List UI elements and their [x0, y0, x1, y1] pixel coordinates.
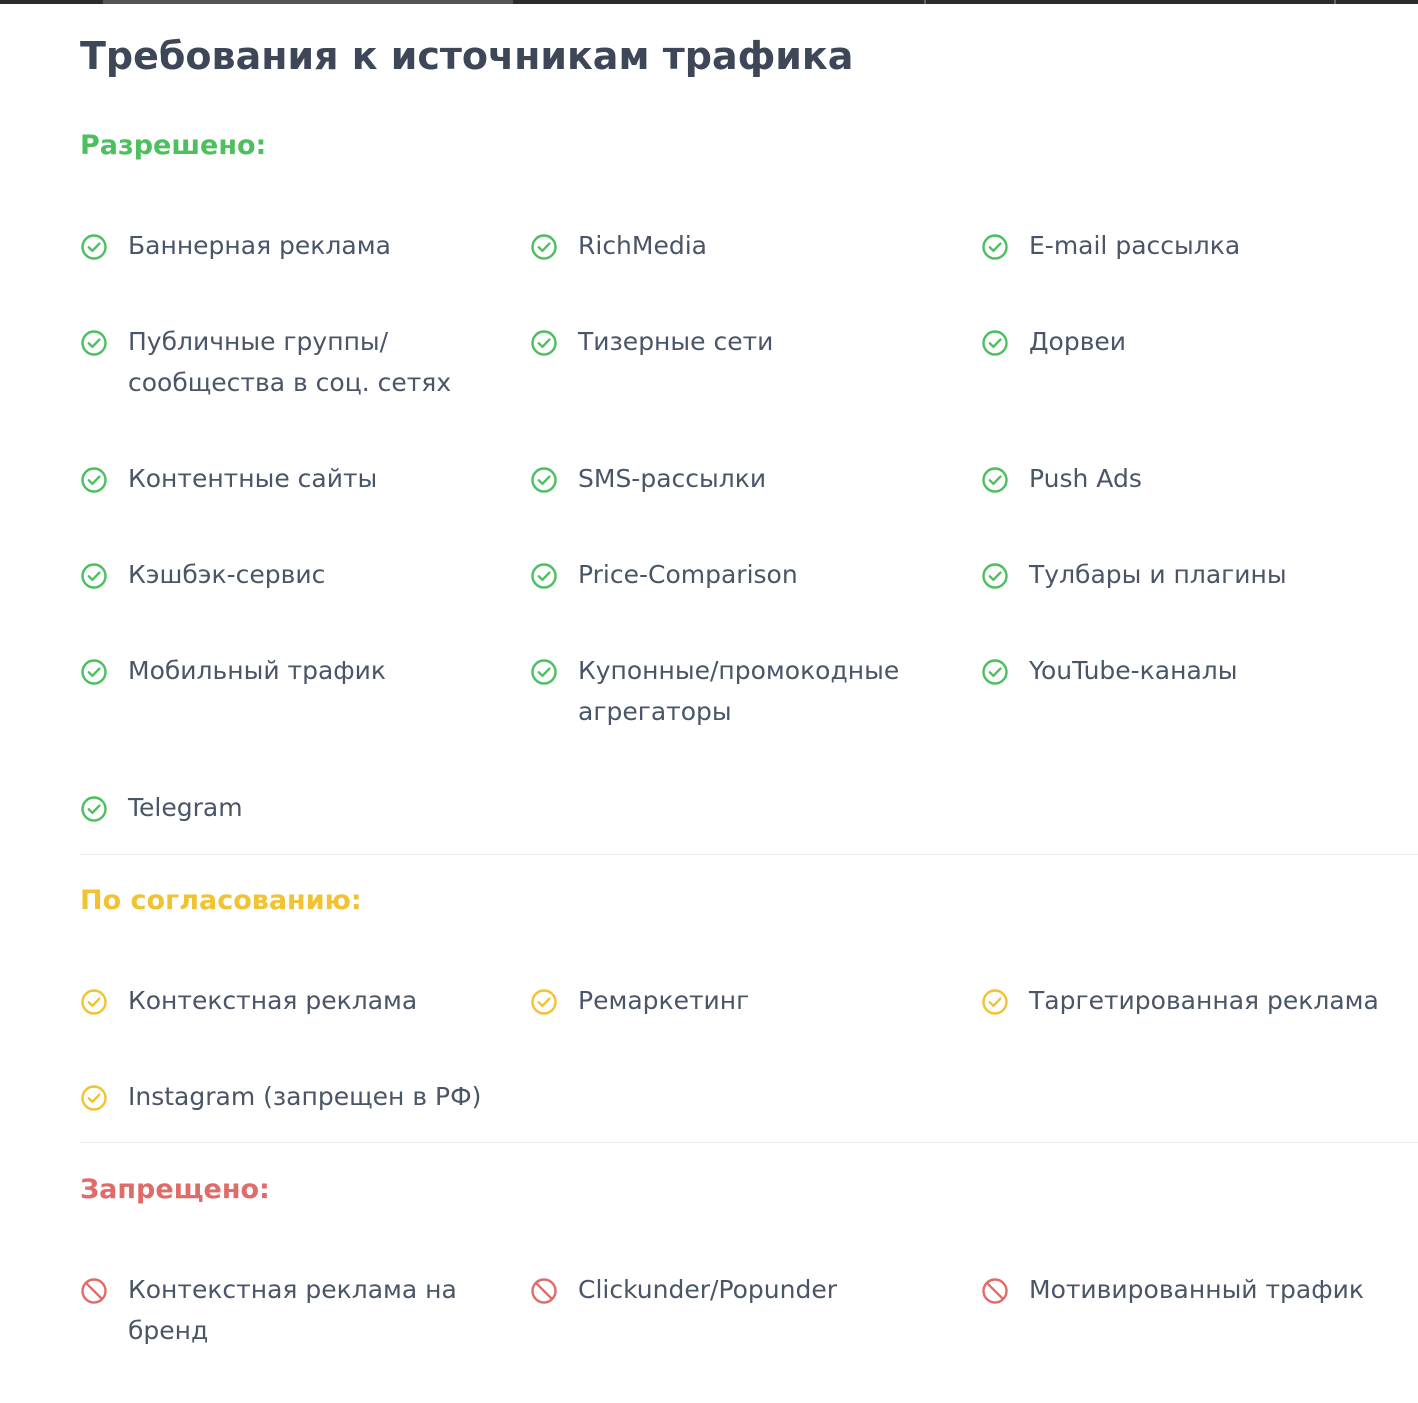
approval-item-label: Контекстная реклама [128, 986, 418, 1015]
allowed-list-item [530, 228, 707, 269]
allowed-list-item [80, 557, 325, 598]
page-title: Требования к источникам трафика [80, 34, 854, 78]
check-circle-icon [981, 233, 1009, 261]
approval-item-label: Ремаркетинг [578, 986, 750, 1015]
forbidden-item-label: Мотивированный трафик [1029, 1275, 1364, 1304]
approval-list-item [80, 1079, 481, 1120]
allowed-list-item [80, 228, 391, 269]
allowed-item-label: Мобильный трафик [128, 656, 386, 685]
allowed-item-label: Баннерная реклама [128, 231, 391, 260]
check-circle-icon [530, 562, 558, 590]
allowed-list-item [530, 461, 766, 502]
allowed-item-label: SMS-рассылки [578, 464, 767, 493]
check-circle-icon [981, 329, 1009, 357]
allowed-list-item [530, 324, 773, 365]
check-circle-icon [530, 329, 558, 357]
check-circle-icon [80, 562, 108, 590]
check-circle-icon [80, 1084, 108, 1112]
prohibited-icon [530, 1277, 558, 1305]
section-divider [80, 854, 1418, 855]
allowed-item-label: RichMedia [578, 231, 707, 260]
allowed-list-item [981, 461, 1142, 502]
check-circle-icon [981, 988, 1009, 1016]
allowed-list-item [530, 653, 899, 735]
approval-section-title: По согласованию: [80, 885, 362, 916]
allowed-item-label: YouTube-каналы [1029, 656, 1238, 685]
check-circle-icon [530, 658, 558, 686]
allowed-item-label: Купонные/промокодные агрегаторы [578, 656, 900, 726]
tab-divider [924, 0, 926, 4]
allowed-item-label: Telegram [128, 793, 243, 822]
tab-indicator[interactable] [103, 0, 513, 4]
allowed-item-label: Публичные группы/ сообщества в соц. сетях [128, 327, 452, 397]
forbidden-item-label: Clickunder/Popunder [578, 1275, 838, 1304]
check-circle-icon [530, 466, 558, 494]
prohibited-icon [981, 1277, 1009, 1305]
allowed-item-label: Price-Comparison [578, 560, 798, 589]
check-circle-icon [530, 233, 558, 261]
top-tab-bar [0, 0, 1418, 4]
check-circle-icon [530, 988, 558, 1016]
allowed-item-label: E-mail рассылка [1029, 231, 1241, 260]
allowed-item-label: Тулбары и плагины [1029, 560, 1287, 589]
allowed-item-label: Push Ads [1029, 464, 1142, 493]
allowed-item-label: Кэшбэк-сервис [128, 560, 326, 589]
allowed-list-item [80, 790, 243, 831]
allowed-item-label: Тизерные сети [578, 327, 774, 356]
check-circle-icon [80, 658, 108, 686]
allowed-list-item [981, 653, 1237, 694]
tab-divider [1334, 0, 1336, 4]
check-circle-icon [80, 795, 108, 823]
allowed-list-item [981, 324, 1126, 365]
section-divider [80, 1142, 1418, 1143]
allowed-item-label: Дорвеи [1029, 327, 1127, 356]
allowed-item-label: Контентные сайты [128, 464, 378, 493]
approval-list-item [981, 983, 1379, 1024]
check-circle-icon [80, 466, 108, 494]
forbidden-section-title: Запрещено: [80, 1174, 270, 1205]
prohibited-icon [80, 1277, 108, 1305]
forbidden-list-item [80, 1272, 457, 1354]
approval-list-item [530, 983, 749, 1024]
check-circle-icon [981, 658, 1009, 686]
approval-item-label: Instagram (запрещен в РФ) [128, 1082, 482, 1111]
approval-item-label: Таргетированная реклама [1029, 986, 1379, 1015]
check-circle-icon [80, 988, 108, 1016]
allowed-list-item [80, 461, 377, 502]
approval-list-item [80, 983, 417, 1024]
check-circle-icon [80, 233, 108, 261]
allowed-list-item [981, 228, 1240, 269]
allowed-list-item [80, 324, 451, 406]
check-circle-icon [981, 466, 1009, 494]
allowed-section-title: Разрешено: [80, 130, 267, 161]
forbidden-item-label: Контекстная реклама на бренд [128, 1275, 457, 1345]
allowed-list-item [530, 557, 798, 598]
allowed-list-item [80, 653, 386, 694]
allowed-list-item [981, 557, 1287, 598]
check-circle-icon [981, 562, 1009, 590]
forbidden-list-item [530, 1272, 837, 1313]
check-circle-icon [80, 329, 108, 357]
forbidden-list-item [981, 1272, 1364, 1313]
